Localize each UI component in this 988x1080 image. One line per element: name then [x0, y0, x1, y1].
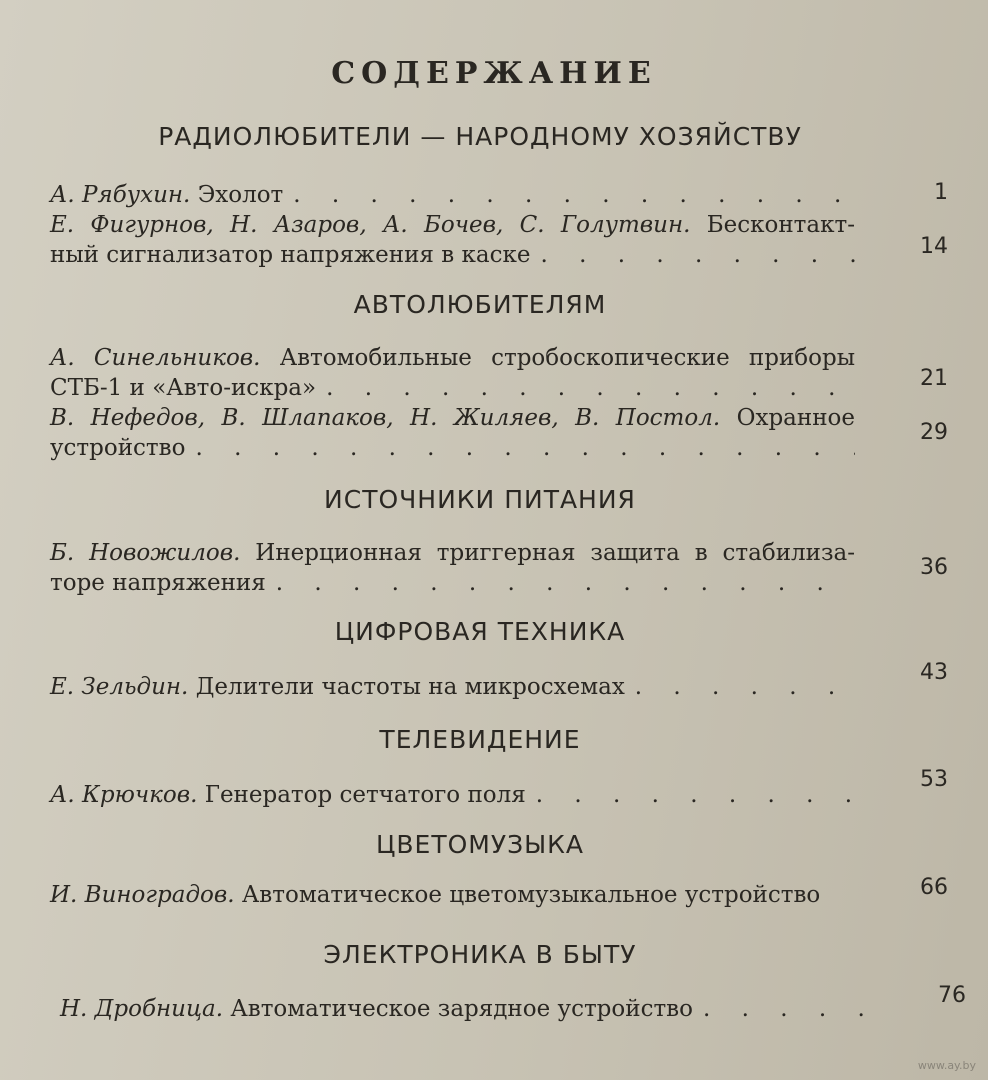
page-number: 21	[920, 366, 948, 391]
toc-entry-zeldin	[50, 672, 855, 702]
page-number: 66	[920, 875, 948, 900]
entry-author: Н. Дробница.	[60, 996, 224, 1022]
section-heading-power: ИСТОЧНИКИ ПИТАНИЯ	[324, 485, 636, 514]
entry-author: Е. Фигурнов, Н. Азаров, А. Бочев, С. Голутвин.	[50, 212, 691, 238]
entry-title: Инерционная триггерная защита в стабилиза-	[255, 540, 855, 566]
leader-dots	[195, 433, 855, 463]
page-title: СОДЕРЖАНИЕ	[331, 56, 657, 91]
entry-author: Б. Новожилов.	[50, 540, 241, 566]
entry-title: Генератор сетчатого поля	[204, 782, 526, 808]
toc-entry-sinelnikov	[50, 343, 855, 403]
leader-dots	[276, 568, 855, 598]
entry-title-continued: СТБ-1 и «Авто-искра»	[50, 375, 317, 401]
entry-title: Эхолот	[197, 182, 284, 208]
leader-dots	[635, 672, 855, 702]
entry-title: Автомобильные стробоскопические приборы	[279, 345, 856, 371]
page-number: 29	[920, 420, 948, 445]
leader-dots	[703, 994, 875, 1024]
leader-dots	[326, 373, 855, 403]
page-number: 14	[920, 234, 948, 259]
entry-title: Автоматическое цветомузыкальное устройство	[241, 882, 821, 908]
entry-author: Е. Зельдин.	[50, 674, 189, 700]
entry-title-continued: торе напряжения	[50, 570, 266, 596]
entry-author: А. Синельников.	[50, 345, 261, 371]
leader-dots	[540, 240, 855, 270]
page-number: 76	[938, 983, 966, 1008]
page-number: 1	[934, 180, 948, 205]
section-heading-tv: ТЕЛЕВИДЕНИЕ	[379, 725, 581, 754]
entry-author: А. Рябухин.	[50, 182, 191, 208]
toc-entry-figurnov	[50, 210, 855, 270]
entry-author: И. Виноградов.	[50, 882, 235, 908]
entry-title: Автоматическое зарядное устройство	[230, 996, 693, 1022]
entry-title: Бесконтакт-	[706, 212, 855, 238]
section-heading-digital: ЦИФРОВАЯ ТЕХНИКА	[334, 617, 626, 646]
entry-title: Охранное	[736, 405, 856, 431]
leader-dots	[536, 780, 855, 810]
page-number: 53	[920, 767, 948, 792]
toc-entry-drobnitsa	[60, 994, 875, 1024]
toc-entry-ryabukhin	[50, 180, 855, 210]
page-number: 43	[920, 660, 948, 685]
toc-entry-novozhilov	[50, 538, 855, 598]
section-heading-auto: АВТОЛЮБИТЕЛЯМ	[353, 290, 607, 319]
page-number: 36	[920, 555, 948, 580]
entry-title-continued: устройство	[50, 435, 186, 461]
entry-title: Делители частоты на микросхемах	[195, 674, 625, 700]
entry-title-continued: ный сигнализатор напряжения в каске	[50, 242, 531, 268]
section-heading-colormusic: ЦВЕТОМУЗЫКА	[375, 830, 585, 859]
toc-entry-kryuchkov	[50, 780, 855, 810]
leader-dots	[293, 180, 855, 210]
entry-author: А. Крючков.	[50, 782, 198, 808]
watermark: www.ay.by	[917, 1059, 976, 1072]
section-heading-radio: РАДИОЛЮБИТЕЛИ — НАРОДНОМУ ХОЗЯЙСТВУ	[158, 122, 802, 151]
section-heading-home-electronics: ЭЛЕКТРОНИКА В БЫТУ	[323, 940, 637, 969]
entry-author: В. Нефедов, В. Шлапаков, Н. Жиляев, В. Постол.	[50, 405, 721, 431]
toc-entry-vinogradov	[50, 880, 870, 910]
toc-entry-nefedov	[50, 403, 855, 463]
